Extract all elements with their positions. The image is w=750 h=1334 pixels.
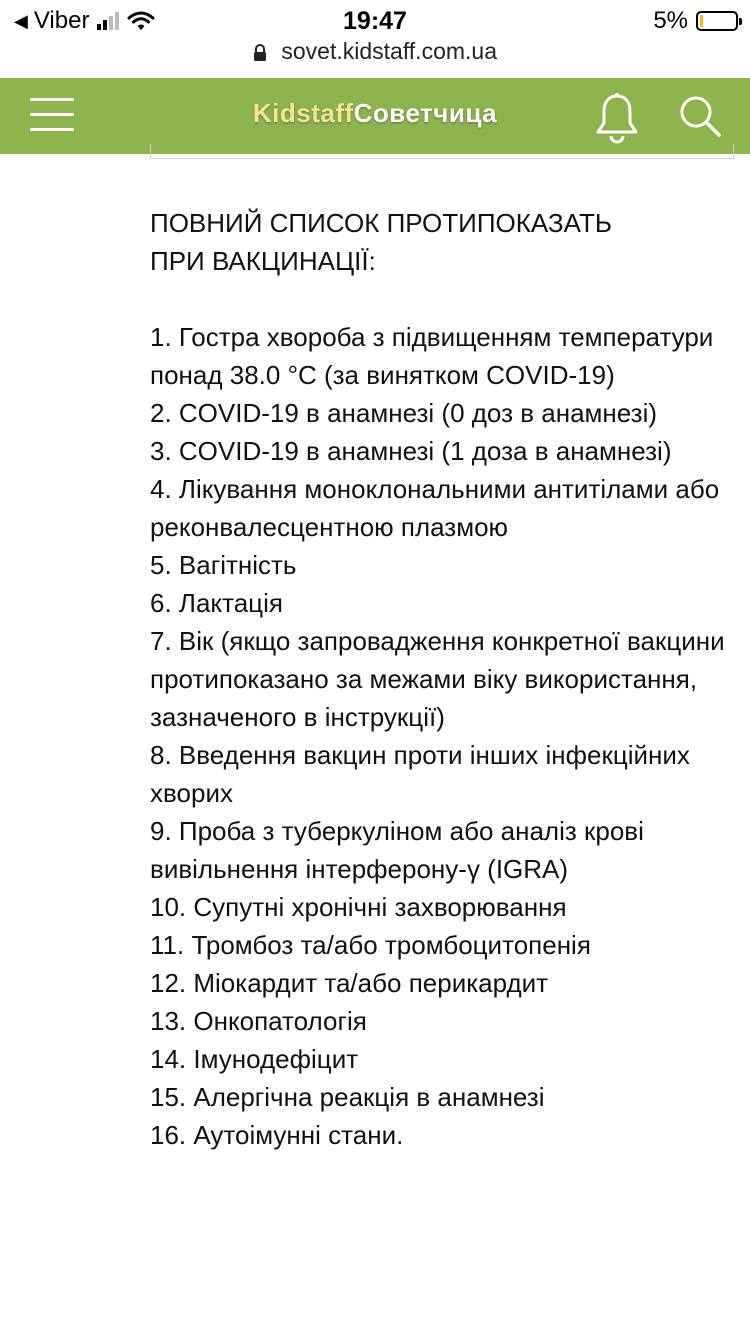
list-item: 9. Проба з туберкуліном або аналіз крові вивільнення інтерферону-γ (IGRA) xyxy=(150,816,644,884)
heading-line-2: ПРИ ВАКЦИНАЦІЇ: xyxy=(150,246,376,276)
lock-icon xyxy=(253,44,267,62)
article-content xyxy=(150,204,750,1154)
list-item: 7. Вік (якщо запровадження конкретної вакцини протипоказано за межами віку використання, зазначеного в інструкції) xyxy=(150,626,725,732)
battery-fill xyxy=(700,15,703,27)
list-item: 8. Введення вакцин проти інших інфекційних хворих xyxy=(150,740,690,808)
battery-icon xyxy=(696,11,738,31)
list-item: 16. Аутоімунні стани. xyxy=(150,1120,404,1150)
heading-line-1: ПОВНИЙ СПИСОК ПРОТИПОКАЗАТЬ xyxy=(150,208,612,238)
list-item: 4. Лікування моноклональними антитілами або реконвалесцентною плазмою xyxy=(150,474,720,542)
back-arrow-icon: ◀ xyxy=(14,10,28,31)
battery-percent: 5% xyxy=(653,7,688,34)
address-bar[interactable] xyxy=(0,38,750,76)
list-item: 2. COVID-19 в анамнезі (0 доз в анамнезі) xyxy=(150,398,658,428)
list-item: 1. Гостра хвороба з підвищенням температури понад 38.0 °С (за винятком COVID-19) xyxy=(150,322,714,390)
list-item: 15. Алергічна реакція в анамнезі xyxy=(150,1082,545,1112)
site-header xyxy=(0,78,750,154)
list-item: 3. COVID-19 в анамнезі (1 доза в анамнезі) xyxy=(150,436,672,466)
back-app-label: Viber xyxy=(33,7,90,34)
url-text: sovet.kidstaff.com.ua xyxy=(281,38,497,64)
list-item: 13. Онкопатологія xyxy=(150,1006,367,1036)
logo-sovetchitsa: Советчица xyxy=(353,98,498,128)
logo-kidstaff: Kidstaff xyxy=(252,98,354,128)
battery-status xyxy=(653,7,738,35)
contraindications-list xyxy=(150,318,750,1154)
list-item: 6. Лактація xyxy=(150,588,283,618)
list-item: 11. Тромбоз та/або тромбоцитопенія xyxy=(150,930,591,960)
status-bar xyxy=(0,0,750,40)
search-icon[interactable] xyxy=(678,94,722,138)
list-item: 14. Імунодефіцит xyxy=(150,1044,359,1074)
article-heading xyxy=(150,204,750,280)
list-item: 5. Вагітність xyxy=(150,550,297,580)
status-time: 19:47 xyxy=(343,7,407,35)
bell-icon[interactable] xyxy=(594,92,640,144)
list-item: 12. Міокардит та/або перикардит xyxy=(150,968,549,998)
content-divider xyxy=(150,144,734,159)
list-item: 10. Супутні хронічні захворювання xyxy=(150,892,567,922)
